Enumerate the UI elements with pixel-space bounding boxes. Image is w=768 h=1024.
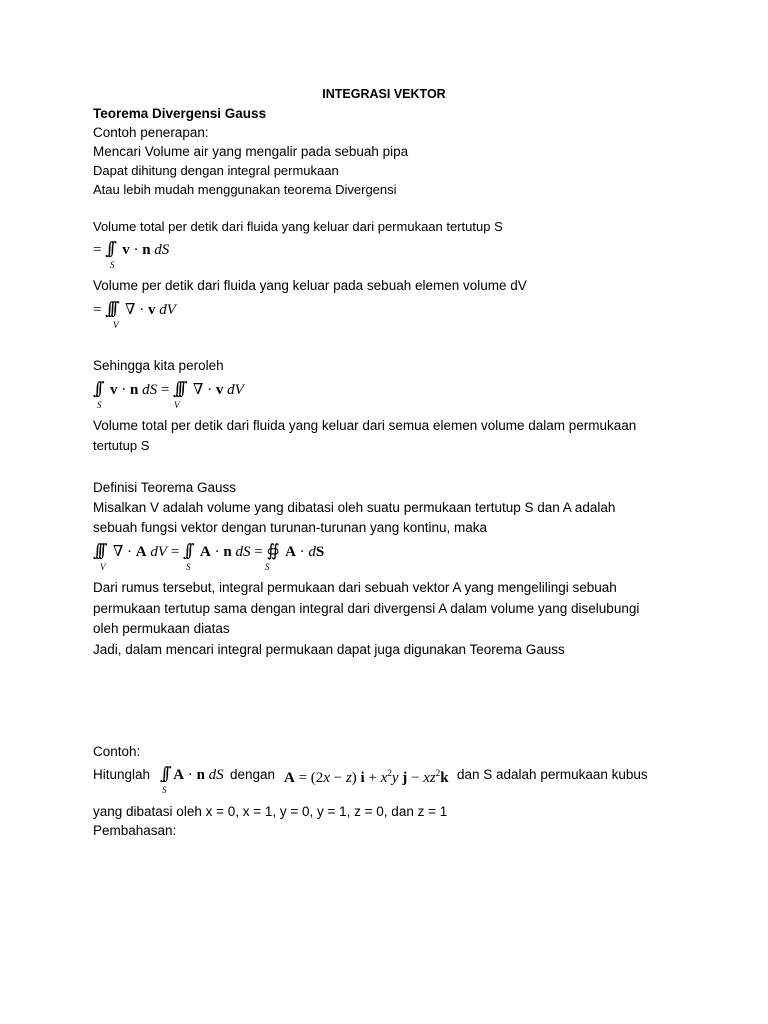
vector-field-equation: A = (2x − z) $i + x^2y$ $j - xz^2k$ (284, 768, 449, 786)
intro-line: Mencari Volume air yang mengalir pada sebuah pipa (93, 144, 409, 159)
volume-element-line: Volume per detik dari fluida yang keluar pada sebuah elemen volume dV (93, 278, 527, 293)
surface-integral-equation: = ∫∫ v · n dS (93, 239, 170, 259)
volume-total-line: Volume total per detik dari fluida yang keluar dari permukaan tertutup S (93, 219, 503, 234)
sehingga-line: Sehingga kita peroleh (93, 358, 224, 373)
equation-subscript: V (113, 320, 119, 330)
dari-rumus-line: permukaan tertutup sama dengan integral dari divergensi A dalam volume yang diselubungi (93, 601, 640, 616)
intro-line: Atau lebih mudah menggunakan teorema Divergensi (93, 182, 397, 197)
intro-line: Contoh penerapan: (93, 125, 209, 140)
dengan-label: dengan (230, 767, 276, 782)
equation-subscript: S (186, 562, 191, 572)
volume-integral-equation: = ∫∫∫ ∇ · v dV (93, 299, 176, 319)
volume-all-line: Volume total per detik dari fluida yang keluar dari semua elemen volume dalam permukaan (93, 418, 637, 433)
equation-subscript: S (265, 562, 270, 572)
page-title: INTEGRASI VEKTOR (322, 87, 446, 101)
definisi-heading: Definisi Teorema Gauss (93, 480, 237, 495)
hitunglah-label: Hitunglah (93, 767, 151, 782)
dari-rumus-line: oleh permukaan diatas (93, 621, 230, 636)
equation-subscript: V (174, 400, 180, 410)
equation-subscript: S (162, 785, 167, 795)
definisi-line: Misalkan V adalah volume yang dibatasi oleh suatu permukaan tertutup S dan A adalah (93, 500, 616, 515)
equation-subscript: S (97, 400, 102, 410)
divergence-equality-equation: ∫∫ v · n dS = ∫∫∫ ∇ · v dV (93, 379, 244, 399)
contoh-label: Contoh: (93, 744, 141, 759)
definisi-line: sebuah fungsi vektor dengan turunan-turunan yang kontinu, maka (93, 520, 488, 535)
intro-line: Dapat dihitung dengan integral permukaan (93, 163, 339, 178)
gauss-theorem-equation: ∫∫∫ ∇ · A dV = ∫∫ A · n dS = ∯ A · dS (93, 541, 325, 561)
equation-subscript: V (100, 562, 106, 572)
bounds-line: yang dibatasi oleh x = 0, x = 1, y = 0, y = 1, z = 0, dan z = 1 (93, 804, 448, 819)
section-heading: Teorema Divergensi Gauss (93, 106, 267, 121)
equation-subscript: S (110, 260, 115, 270)
volume-all-line: tertutup S (93, 438, 150, 453)
pembahasan-label: Pembahasan: (93, 823, 177, 838)
dari-rumus-line: Jadi, dalam mencari integral permukaan dapat juga digunakan Teorema Gauss (93, 642, 565, 657)
dari-rumus-line: Dari rumus tersebut, integral permukaan dari sebuah vektor A yang mengelilingi sebuah (93, 580, 617, 595)
dan-s-text: dan S adalah permukaan kubus (457, 767, 648, 782)
example-surface-integral: ∫∫ A · n dS (160, 764, 224, 784)
